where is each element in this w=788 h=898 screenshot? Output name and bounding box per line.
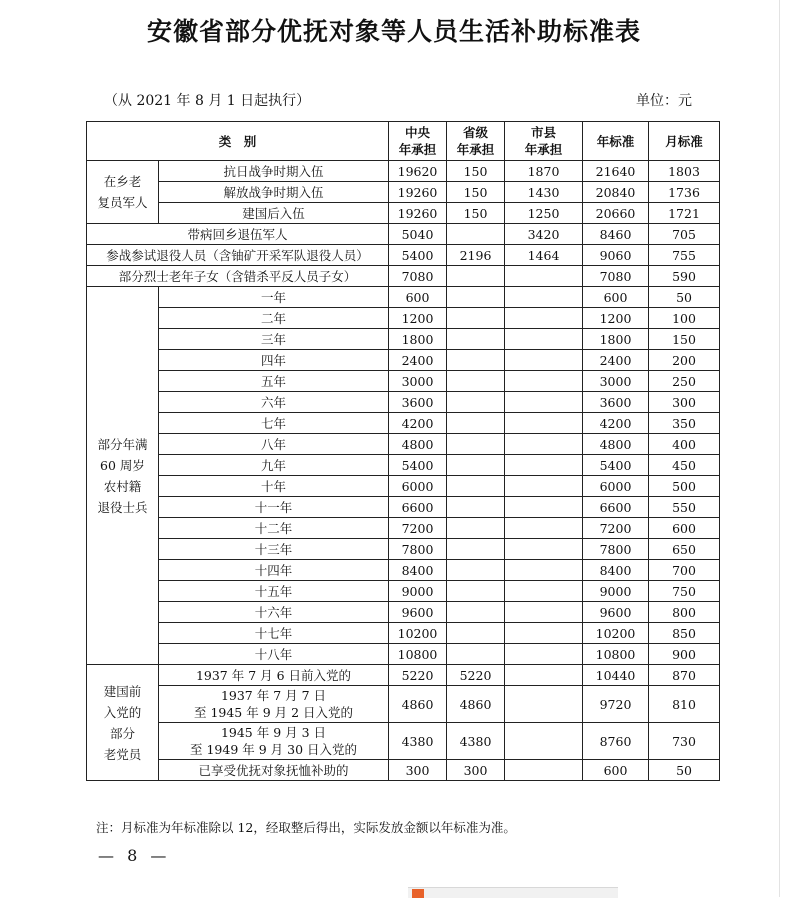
- table-row: [87, 686, 720, 723]
- monthly-cell: 450: [649, 455, 720, 476]
- category-cell: 十七年: [159, 623, 389, 644]
- central-cell: 7200: [389, 518, 447, 539]
- category-cell: 1937 年 7 月 7 日 至 1945 年 9 月 2 日入党的: [159, 686, 389, 723]
- county-cell: [505, 308, 583, 329]
- county-cell: 1870: [505, 161, 583, 182]
- province-cell: [447, 329, 505, 350]
- category-cell: 三年: [159, 329, 389, 350]
- category-cell: 1945 年 9 月 3 日 至 1949 年 9 月 30 日入党的: [159, 723, 389, 760]
- subsidy-standard-table: [86, 121, 720, 781]
- annual-cell: 6000: [583, 476, 649, 497]
- monthly-cell: 300: [649, 392, 720, 413]
- table-row: [87, 644, 720, 665]
- central-cell: 600: [389, 287, 447, 308]
- central-cell: 4800: [389, 434, 447, 455]
- province-cell: 2196: [447, 245, 505, 266]
- county-cell: [505, 392, 583, 413]
- monthly-cell: 500: [649, 476, 720, 497]
- central-cell: 4380: [389, 723, 447, 760]
- table-header-row: [87, 122, 720, 161]
- central-cell: 10200: [389, 623, 447, 644]
- category-cell: 五年: [159, 371, 389, 392]
- central-cell: 8400: [389, 560, 447, 581]
- header-county: 市县 年承担: [505, 122, 583, 161]
- central-cell: 4860: [389, 686, 447, 723]
- annual-cell: 9720: [583, 686, 649, 723]
- annual-cell: 8400: [583, 560, 649, 581]
- county-cell: [505, 497, 583, 518]
- annual-cell: 9060: [583, 245, 649, 266]
- unit-label: 单位：元: [636, 93, 692, 109]
- monthly-cell: 700: [649, 560, 720, 581]
- central-cell: 7080: [389, 266, 447, 287]
- county-cell: [505, 539, 583, 560]
- county-cell: [505, 413, 583, 434]
- category-cell: 十六年: [159, 602, 389, 623]
- province-cell: [447, 392, 505, 413]
- category-cell: 部分烈士老年子女（含错杀平反人员子女）: [87, 266, 389, 287]
- county-cell: [505, 760, 583, 781]
- province-cell: [447, 413, 505, 434]
- header-monthly: 月标准: [649, 122, 720, 161]
- province-cell: [447, 434, 505, 455]
- bottom-toolbar-edge[interactable]: [408, 887, 618, 898]
- category-cell: 建国后入伍: [159, 203, 389, 224]
- county-cell: [505, 560, 583, 581]
- table-row: [87, 434, 720, 455]
- province-cell: 4860: [447, 686, 505, 723]
- central-cell: 2400: [389, 350, 447, 371]
- table-row: [87, 497, 720, 518]
- province-cell: [447, 539, 505, 560]
- province-cell: 150: [447, 182, 505, 203]
- annual-cell: 600: [583, 287, 649, 308]
- table-row: [87, 371, 720, 392]
- county-cell: [505, 581, 583, 602]
- annual-cell: 6600: [583, 497, 649, 518]
- footnote: 注：月标准为年标准除以 12，经取整后得出，实际发放金额以年标准为准。: [96, 820, 516, 835]
- monthly-cell: 50: [649, 760, 720, 781]
- category-cell: 十一年: [159, 497, 389, 518]
- header-province: 省级 年承担: [447, 122, 505, 161]
- central-cell: 4200: [389, 413, 447, 434]
- category-cell: 一年: [159, 287, 389, 308]
- province-cell: [447, 644, 505, 665]
- monthly-cell: 400: [649, 434, 720, 455]
- annual-cell: 20840: [583, 182, 649, 203]
- category-cell: 七年: [159, 413, 389, 434]
- province-cell: [447, 266, 505, 287]
- table-row: [87, 245, 720, 266]
- province-cell: 5220: [447, 665, 505, 686]
- page-number: — 8 —: [98, 846, 171, 865]
- central-cell: 3600: [389, 392, 447, 413]
- county-cell: [505, 602, 583, 623]
- county-cell: 1430: [505, 182, 583, 203]
- county-cell: 3420: [505, 224, 583, 245]
- annual-cell: 2400: [583, 350, 649, 371]
- annual-cell: 21640: [583, 161, 649, 182]
- table-row: [87, 760, 720, 781]
- county-cell: [505, 623, 583, 644]
- category-cell: 带病回乡退伍军人: [87, 224, 389, 245]
- annual-cell: 10200: [583, 623, 649, 644]
- central-cell: 10800: [389, 644, 447, 665]
- county-cell: [505, 518, 583, 539]
- header-category: 类 别: [87, 122, 389, 161]
- central-cell: 5040: [389, 224, 447, 245]
- province-cell: [447, 476, 505, 497]
- table-row: [87, 161, 720, 182]
- central-cell: 1200: [389, 308, 447, 329]
- monthly-cell: 755: [649, 245, 720, 266]
- central-cell: 3000: [389, 371, 447, 392]
- province-cell: [447, 497, 505, 518]
- monthly-cell: 100: [649, 308, 720, 329]
- monthly-cell: 250: [649, 371, 720, 392]
- category-cell: 抗日战争时期入伍: [159, 161, 389, 182]
- county-cell: [505, 287, 583, 308]
- category-cell: 六年: [159, 392, 389, 413]
- province-cell: 4380: [447, 723, 505, 760]
- category-cell: 参战参试退役人员（含铀矿开采军队退役人员）: [87, 245, 389, 266]
- table-row: [87, 665, 720, 686]
- county-cell: [505, 350, 583, 371]
- category-cell: 二年: [159, 308, 389, 329]
- table-row: [87, 455, 720, 476]
- annual-cell: 3600: [583, 392, 649, 413]
- province-cell: [447, 224, 505, 245]
- table-row: [87, 308, 720, 329]
- province-cell: [447, 308, 505, 329]
- category-cell: 十年: [159, 476, 389, 497]
- province-cell: 150: [447, 203, 505, 224]
- header-annual: 年标准: [583, 122, 649, 161]
- annual-cell: 7200: [583, 518, 649, 539]
- group-old-party-members: 建国前 入党的 部分 老党员: [87, 665, 159, 781]
- province-cell: 300: [447, 760, 505, 781]
- table-row: [87, 539, 720, 560]
- central-cell: 1800: [389, 329, 447, 350]
- monthly-cell: 150: [649, 329, 720, 350]
- category-cell: 十四年: [159, 560, 389, 581]
- category-cell: 八年: [159, 434, 389, 455]
- category-cell: 四年: [159, 350, 389, 371]
- category-cell: 十五年: [159, 581, 389, 602]
- monthly-cell: 750: [649, 581, 720, 602]
- monthly-cell: 550: [649, 497, 720, 518]
- central-cell: 9600: [389, 602, 447, 623]
- annual-cell: 8760: [583, 723, 649, 760]
- annual-cell: 10440: [583, 665, 649, 686]
- annual-cell: 4200: [583, 413, 649, 434]
- county-cell: [505, 644, 583, 665]
- header-central: 中央 年承担: [389, 122, 447, 161]
- central-cell: 19260: [389, 182, 447, 203]
- page-edge-rule: [779, 0, 780, 897]
- central-cell: 7800: [389, 539, 447, 560]
- annual-cell: 7800: [583, 539, 649, 560]
- table-row: [87, 350, 720, 371]
- group-rural-veterans: 部分年满 60 周岁 农村籍 退役士兵: [87, 287, 159, 665]
- central-cell: 5400: [389, 455, 447, 476]
- monthly-cell: 850: [649, 623, 720, 644]
- table-row: [87, 581, 720, 602]
- annual-cell: 9600: [583, 602, 649, 623]
- central-cell: 5400: [389, 245, 447, 266]
- table-row: [87, 224, 720, 245]
- county-cell: [505, 476, 583, 497]
- annual-cell: 10800: [583, 644, 649, 665]
- annual-cell: 7080: [583, 266, 649, 287]
- category-cell: 九年: [159, 455, 389, 476]
- monthly-cell: 800: [649, 602, 720, 623]
- province-cell: [447, 581, 505, 602]
- category-cell: 解放战争时期入伍: [159, 182, 389, 203]
- annual-cell: 3000: [583, 371, 649, 392]
- monthly-cell: 590: [649, 266, 720, 287]
- table-row: [87, 287, 720, 308]
- county-cell: 1464: [505, 245, 583, 266]
- annual-cell: 5400: [583, 455, 649, 476]
- province-cell: [447, 518, 505, 539]
- annual-cell: 600: [583, 760, 649, 781]
- province-cell: [447, 350, 505, 371]
- central-cell: 6600: [389, 497, 447, 518]
- table-row: [87, 182, 720, 203]
- county-cell: [505, 723, 583, 760]
- monthly-cell: 870: [649, 665, 720, 686]
- table-row: [87, 518, 720, 539]
- central-cell: 6000: [389, 476, 447, 497]
- central-cell: 19620: [389, 161, 447, 182]
- monthly-cell: 50: [649, 287, 720, 308]
- monthly-cell: 1721: [649, 203, 720, 224]
- central-cell: 300: [389, 760, 447, 781]
- monthly-cell: 1736: [649, 182, 720, 203]
- province-cell: [447, 623, 505, 644]
- monthly-cell: 730: [649, 723, 720, 760]
- county-cell: [505, 434, 583, 455]
- table-row: [87, 413, 720, 434]
- province-cell: [447, 371, 505, 392]
- category-cell: 1937 年 7 月 6 日前入党的: [159, 665, 389, 686]
- annual-cell: 1200: [583, 308, 649, 329]
- central-cell: 9000: [389, 581, 447, 602]
- effective-date: （从 2021 年 8 月 1 日起执行）: [104, 93, 311, 109]
- county-cell: [505, 371, 583, 392]
- page-title: 安徽省部分优抚对象等人员生活补助标准表: [146, 17, 641, 46]
- monthly-cell: 705: [649, 224, 720, 245]
- table-row: [87, 560, 720, 581]
- county-cell: [505, 665, 583, 686]
- province-cell: [447, 287, 505, 308]
- category-cell: 十八年: [159, 644, 389, 665]
- table-row: [87, 203, 720, 224]
- province-cell: [447, 560, 505, 581]
- monthly-cell: 650: [649, 539, 720, 560]
- group-veterans: 在乡老 复员军人: [87, 161, 159, 224]
- county-cell: 1250: [505, 203, 583, 224]
- annual-cell: 4800: [583, 434, 649, 455]
- monthly-cell: 1803: [649, 161, 720, 182]
- table-row: [87, 602, 720, 623]
- county-cell: [505, 455, 583, 476]
- county-cell: [505, 266, 583, 287]
- table-row: [87, 329, 720, 350]
- province-cell: 150: [447, 161, 505, 182]
- county-cell: [505, 329, 583, 350]
- province-cell: [447, 455, 505, 476]
- annual-cell: 8460: [583, 224, 649, 245]
- monthly-cell: 200: [649, 350, 720, 371]
- central-cell: 19260: [389, 203, 447, 224]
- county-cell: [505, 686, 583, 723]
- table-row: [87, 266, 720, 287]
- central-cell: 5220: [389, 665, 447, 686]
- annual-cell: 20660: [583, 203, 649, 224]
- monthly-cell: 810: [649, 686, 720, 723]
- category-cell: 十三年: [159, 539, 389, 560]
- annual-cell: 9000: [583, 581, 649, 602]
- monthly-cell: 600: [649, 518, 720, 539]
- category-cell: 十二年: [159, 518, 389, 539]
- monthly-cell: 350: [649, 413, 720, 434]
- annual-cell: 1800: [583, 329, 649, 350]
- category-cell: 已享受优抚对象抚恤补助的: [159, 760, 389, 781]
- table-row: [87, 392, 720, 413]
- province-cell: [447, 602, 505, 623]
- table-row: [87, 476, 720, 497]
- monthly-cell: 900: [649, 644, 720, 665]
- table-row: [87, 723, 720, 760]
- table-row: [87, 623, 720, 644]
